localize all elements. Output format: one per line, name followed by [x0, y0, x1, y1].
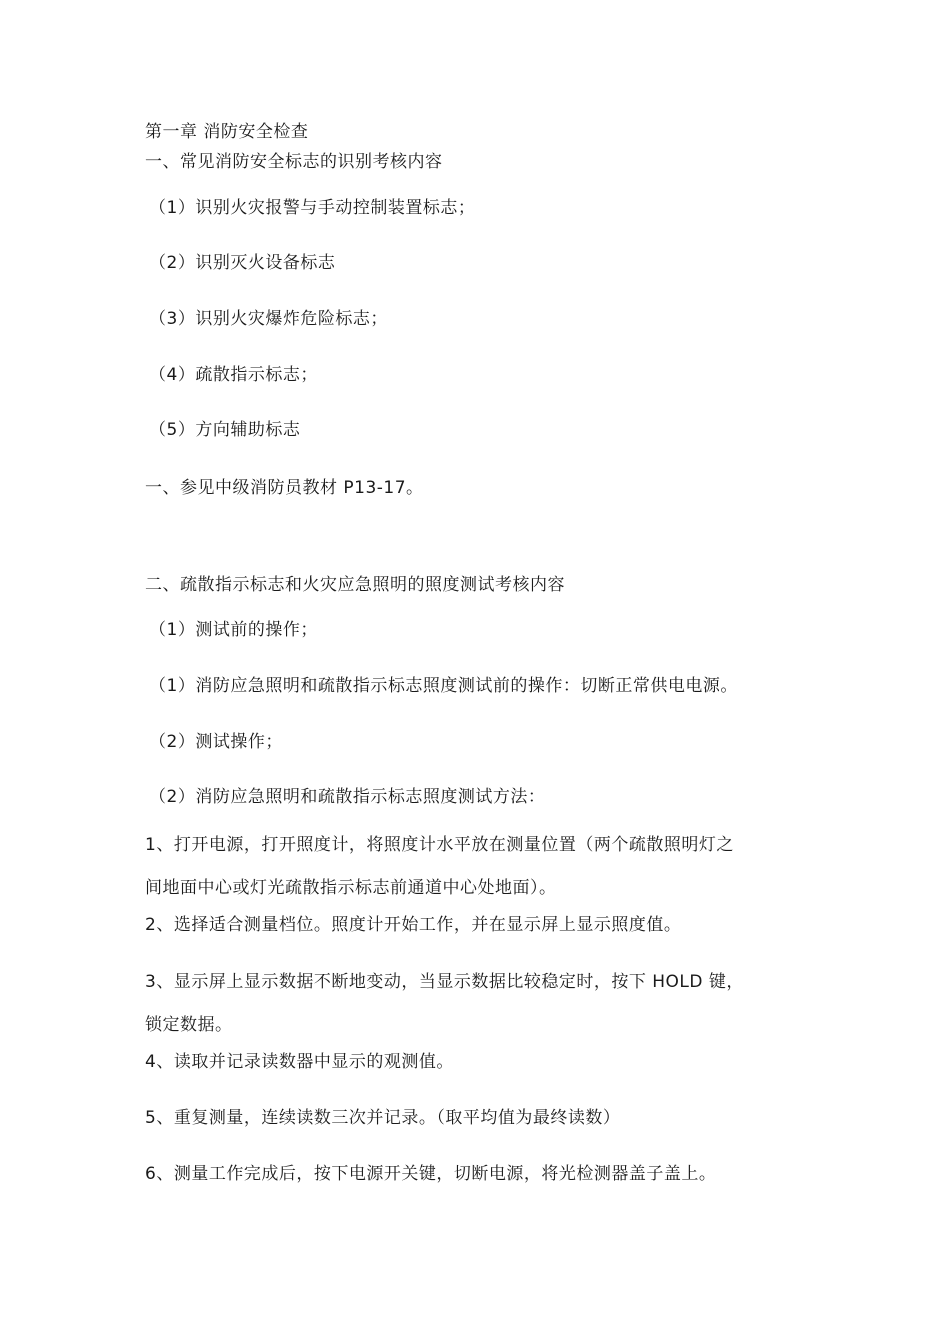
list-item: （2）消防应急照明和疏散指示标志照度测试方法： [149, 787, 546, 807]
list-item: （1）消防应急照明和疏散指示标志照度测试前的操作：切断正常供电电源。 [149, 676, 738, 696]
section-heading: 二、疏散指示标志和火灾应急照明的照度测试考核内容 [145, 575, 565, 595]
reference-note: 一、参见中级消防员教材 P13-17。 [145, 478, 424, 498]
list-item: （5）方向辅助标志 [149, 420, 301, 440]
chapter-title: 第一章 消防安全检查 [145, 122, 309, 142]
step-item: 2、选择适合测量档位。照度计开始工作，并在显示屏上显示照度值。 [145, 915, 682, 935]
list-item: （2）测试操作； [149, 732, 283, 752]
step-item-continued: 间地面中心或灯光疏散指示标志前通道中心处地面）。 [145, 878, 557, 898]
step-item: 4、读取并记录读数器中显示的观测值。 [145, 1052, 454, 1072]
step-item: 5、重复测量，连续读数三次并记录。（取平均值为最终读数） [145, 1108, 621, 1128]
list-item: （2）识别灭火设备标志 [149, 253, 336, 273]
section-heading: 一、常见消防安全标志的识别考核内容 [145, 152, 443, 172]
list-item: （4）疏散指示标志； [149, 365, 318, 385]
list-item: （1）识别火灾报警与手动控制装置标志； [149, 198, 476, 218]
step-item: 6、测量工作完成后，按下电源开关键，切断电源，将光检测器盖子盖上。 [145, 1164, 717, 1184]
step-item: 3、显示屏上显示数据不断地变动，当显示数据比较稳定时，按下 HOLD 键， [145, 972, 744, 992]
list-item: （1）测试前的操作； [149, 620, 318, 640]
step-item: 1、打开电源，打开照度计，将照度计水平放在测量位置（两个疏散照明灯之 [145, 835, 734, 855]
step-item-continued: 锁定数据。 [145, 1015, 233, 1035]
list-item: （3）识别火灾爆炸危险标志； [149, 309, 388, 329]
